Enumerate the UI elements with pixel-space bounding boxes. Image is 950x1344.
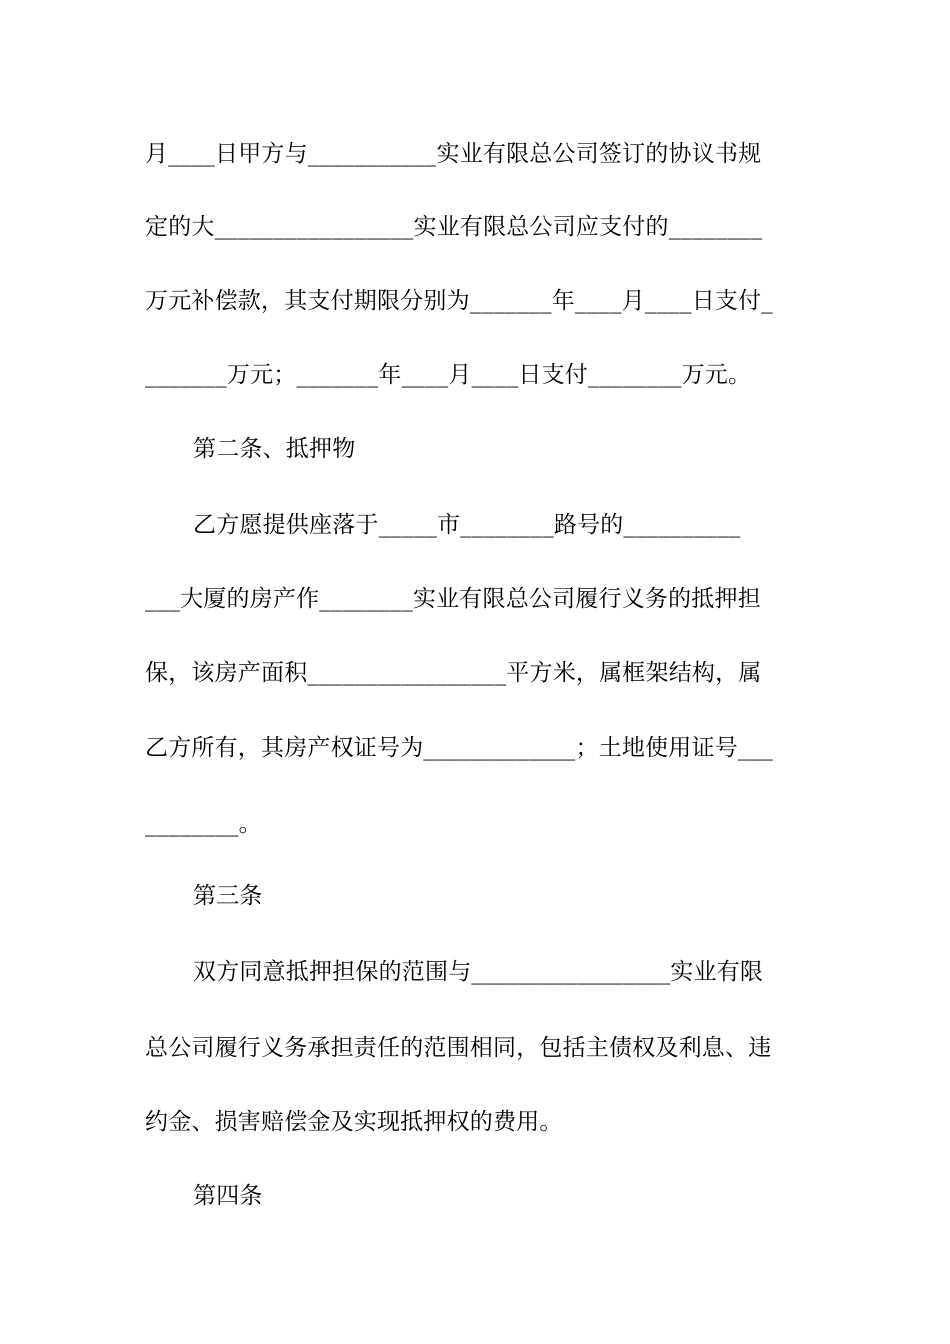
paragraph-line: 万元补偿款，其支付期限分别为_______年____月____日支付_: [145, 288, 773, 314]
paragraph-line: 乙方愿提供座落于_____市________路号的__________: [193, 512, 741, 538]
paragraph-line: 总公司履行义务承担责任的范围相同，包括主债权及利息、违: [145, 1035, 772, 1061]
paragraph-line: 保，该房产面积_________________平方米，属框架结构，属: [145, 660, 762, 686]
paragraph-line: 定的大_________________实业有限总公司应支付的________: [145, 214, 763, 240]
paragraph-line: ___大厦的房产作________实业有限总公司履行义务的抵押担: [145, 586, 761, 612]
section-heading: 第二条、抵押物: [193, 436, 356, 462]
paragraph-line: 月____日甲方与___________实业有限总公司签订的协议书规: [145, 141, 762, 167]
section-heading: 第三条: [193, 883, 263, 909]
section-heading: 第四条: [193, 1183, 263, 1209]
paragraph-line: ________。: [145, 811, 262, 837]
paragraph-line: 双方同意抵押担保的范围与_________________实业有限: [193, 959, 764, 985]
paragraph-line: _______万元；_______年____月____日支付________万元。: [145, 362, 752, 388]
paragraph-line: 乙方所有，其房产权证号为_____________；土地使用证号___: [145, 735, 773, 761]
paragraph-line: 约金、损害赔偿金及实现抵押权的费用。: [145, 1109, 563, 1135]
